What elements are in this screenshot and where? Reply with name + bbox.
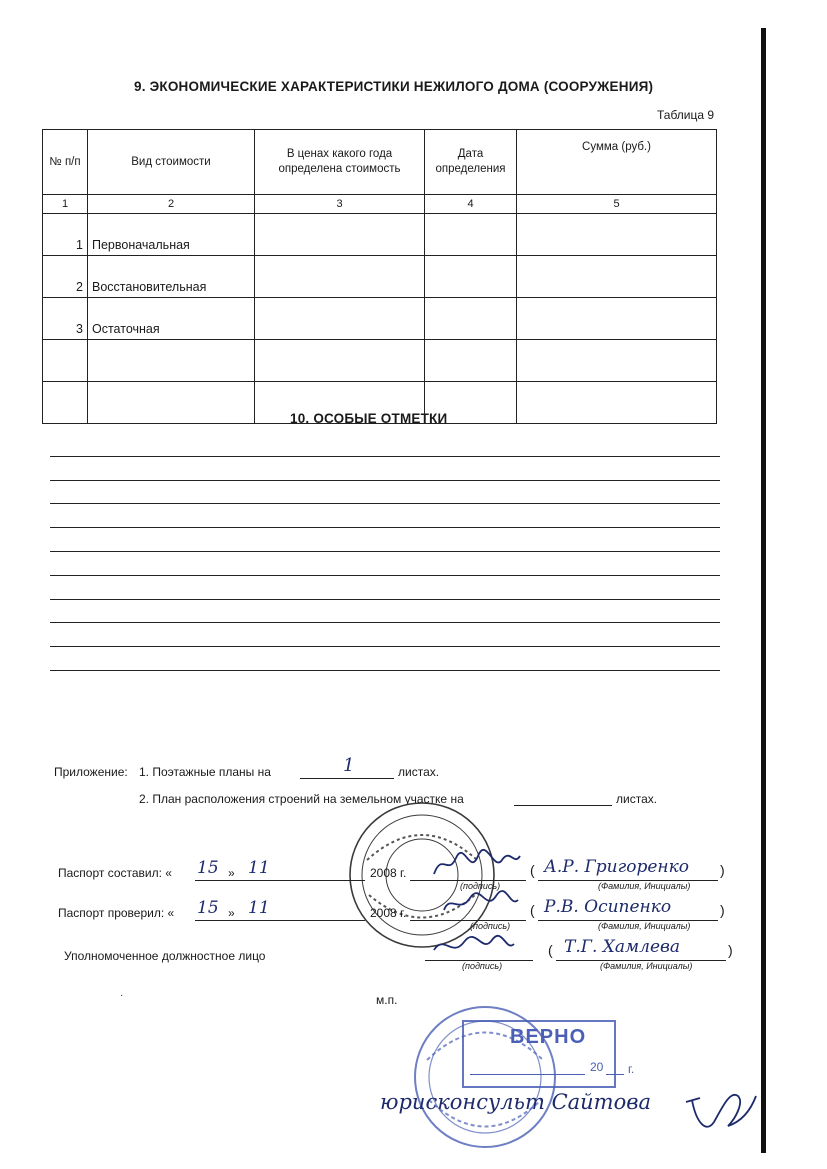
note-line xyxy=(50,670,720,671)
quote-close: » xyxy=(228,866,235,880)
name-caption: (Фамилия, Инициалы) xyxy=(598,881,691,891)
table-cell xyxy=(425,214,517,256)
row-number: 3 xyxy=(43,298,88,340)
appendix-item-1-prefix: 1. Поэтажные планы на xyxy=(139,765,271,779)
col-number-cell: 4 xyxy=(425,195,517,214)
row-label: Первоначальная xyxy=(88,214,255,256)
floor-plan-sheets-line xyxy=(300,778,394,779)
verno-stamp-word: ВЕРНО xyxy=(510,1026,587,1048)
paren-open: ( xyxy=(530,902,535,918)
table-cell xyxy=(517,298,717,340)
table-cell xyxy=(255,256,425,298)
note-line xyxy=(50,551,720,552)
appendix-label: Приложение: xyxy=(54,765,128,779)
section-9-title: 9. ЭКОНОМИЧЕСКИЕ ХАРАКТЕРИСТИКИ НЕЖИЛОГО ДОМА (СООРУЖЕНИЯ) xyxy=(134,79,654,94)
table-cell xyxy=(517,382,717,424)
stamp-date-line xyxy=(470,1074,585,1075)
section-10-title: 10. ОСОБЫЕ ОТМЕТКИ xyxy=(290,411,448,426)
table-caption: Таблица 9 xyxy=(657,108,715,122)
compiled-month: 11 xyxy=(248,858,270,878)
paren-close: ) xyxy=(720,902,725,918)
appendix-item-1-suffix: листах. xyxy=(398,765,440,779)
table-cell xyxy=(517,256,717,298)
row-label xyxy=(88,340,255,382)
official-name: Т.Г. Хамлева xyxy=(564,937,681,957)
row-label: Остаточная xyxy=(88,298,255,340)
table-cell xyxy=(255,214,425,256)
appendix-item-2: 2. План расположения строений на земельном участке на xyxy=(139,792,464,806)
checked-name: Р.В. Осипенко xyxy=(544,897,672,917)
col-number-cell: 3 xyxy=(255,195,425,214)
paren-close: ) xyxy=(720,862,725,878)
row-number: 1 xyxy=(43,214,88,256)
note-line xyxy=(50,456,720,457)
row-label xyxy=(88,382,255,424)
stamp-year-unit: г. xyxy=(628,1062,635,1076)
date-line xyxy=(195,920,365,921)
paren-open: ( xyxy=(548,942,553,958)
floor-plan-sheets-value: 1 xyxy=(343,755,355,776)
table-row xyxy=(43,340,717,382)
col-number-cell: 1 xyxy=(43,195,88,214)
table-row xyxy=(43,214,717,256)
economic-characteristics-table xyxy=(42,129,717,424)
note-line xyxy=(50,527,720,528)
official-label: Уполномоченное должностное лицо xyxy=(64,949,266,963)
checked-year: 2008 г. xyxy=(370,906,407,920)
note-line xyxy=(50,646,720,647)
header-value-type: Вид стоимости xyxy=(88,130,255,195)
compiled-label: Паспорт составил: « xyxy=(58,866,172,880)
col-number-cell: 5 xyxy=(517,195,717,214)
stamp-year-line xyxy=(606,1074,624,1075)
compiled-day: 15 xyxy=(197,858,219,878)
certification-signature xyxy=(680,1082,760,1142)
table-cell xyxy=(255,298,425,340)
dot-mark: · xyxy=(120,990,124,1001)
header-date: Дата определения xyxy=(425,130,517,195)
row-number xyxy=(43,340,88,382)
handwritten-certification-note: юрисконсульт Сайтова xyxy=(380,1090,651,1114)
appendix-item-2-suffix: листах. xyxy=(616,792,658,806)
table-cell xyxy=(425,256,517,298)
table-cell xyxy=(255,340,425,382)
checked-month: 11 xyxy=(248,898,270,918)
row-label: Восстановительная xyxy=(88,256,255,298)
page-edge-shadow xyxy=(761,28,766,1153)
signature-caption: (подпись) xyxy=(460,881,501,891)
site-plan-sheets-line xyxy=(514,805,612,806)
note-line xyxy=(50,480,720,481)
official-signature xyxy=(430,930,516,960)
table-row xyxy=(43,256,717,298)
table-cell xyxy=(517,214,717,256)
compiled-signature xyxy=(430,848,522,880)
compiled-year: 2008 г. xyxy=(370,866,407,880)
name-caption: (Фамилия, Инициалы) xyxy=(598,921,691,931)
note-line xyxy=(50,622,720,623)
header-number: № п/п xyxy=(43,130,88,195)
header-sum: Сумма (руб.) xyxy=(517,130,717,195)
date-line xyxy=(195,880,365,881)
compiled-name: А.Р. Григоренко xyxy=(544,857,689,877)
row-number: 2 xyxy=(43,256,88,298)
note-line xyxy=(50,599,720,600)
checked-day: 15 xyxy=(197,898,219,918)
mp-label: м.п. xyxy=(376,993,398,1007)
col-number-cell: 2 xyxy=(88,195,255,214)
appendix-item-1 xyxy=(139,765,271,779)
note-line xyxy=(50,503,720,504)
note-line xyxy=(50,575,720,576)
stamp-year: 20 xyxy=(590,1060,604,1074)
signature-caption: (подпись) xyxy=(462,961,503,971)
header-price-year: В ценах какого года определена стоимость xyxy=(255,130,425,195)
name-caption: (Фамилия, Инициалы) xyxy=(600,961,693,971)
paren-open: ( xyxy=(530,862,535,878)
table-cell xyxy=(517,340,717,382)
checked-signature xyxy=(440,888,520,918)
row-number xyxy=(43,382,88,424)
quote-close: » xyxy=(228,906,235,920)
signature-caption: (подпись) xyxy=(470,921,511,931)
table-row xyxy=(43,298,717,340)
table-cell xyxy=(425,340,517,382)
checked-label: Паспорт проверил: « xyxy=(58,906,175,920)
paren-close: ) xyxy=(728,942,733,958)
table-cell xyxy=(425,298,517,340)
